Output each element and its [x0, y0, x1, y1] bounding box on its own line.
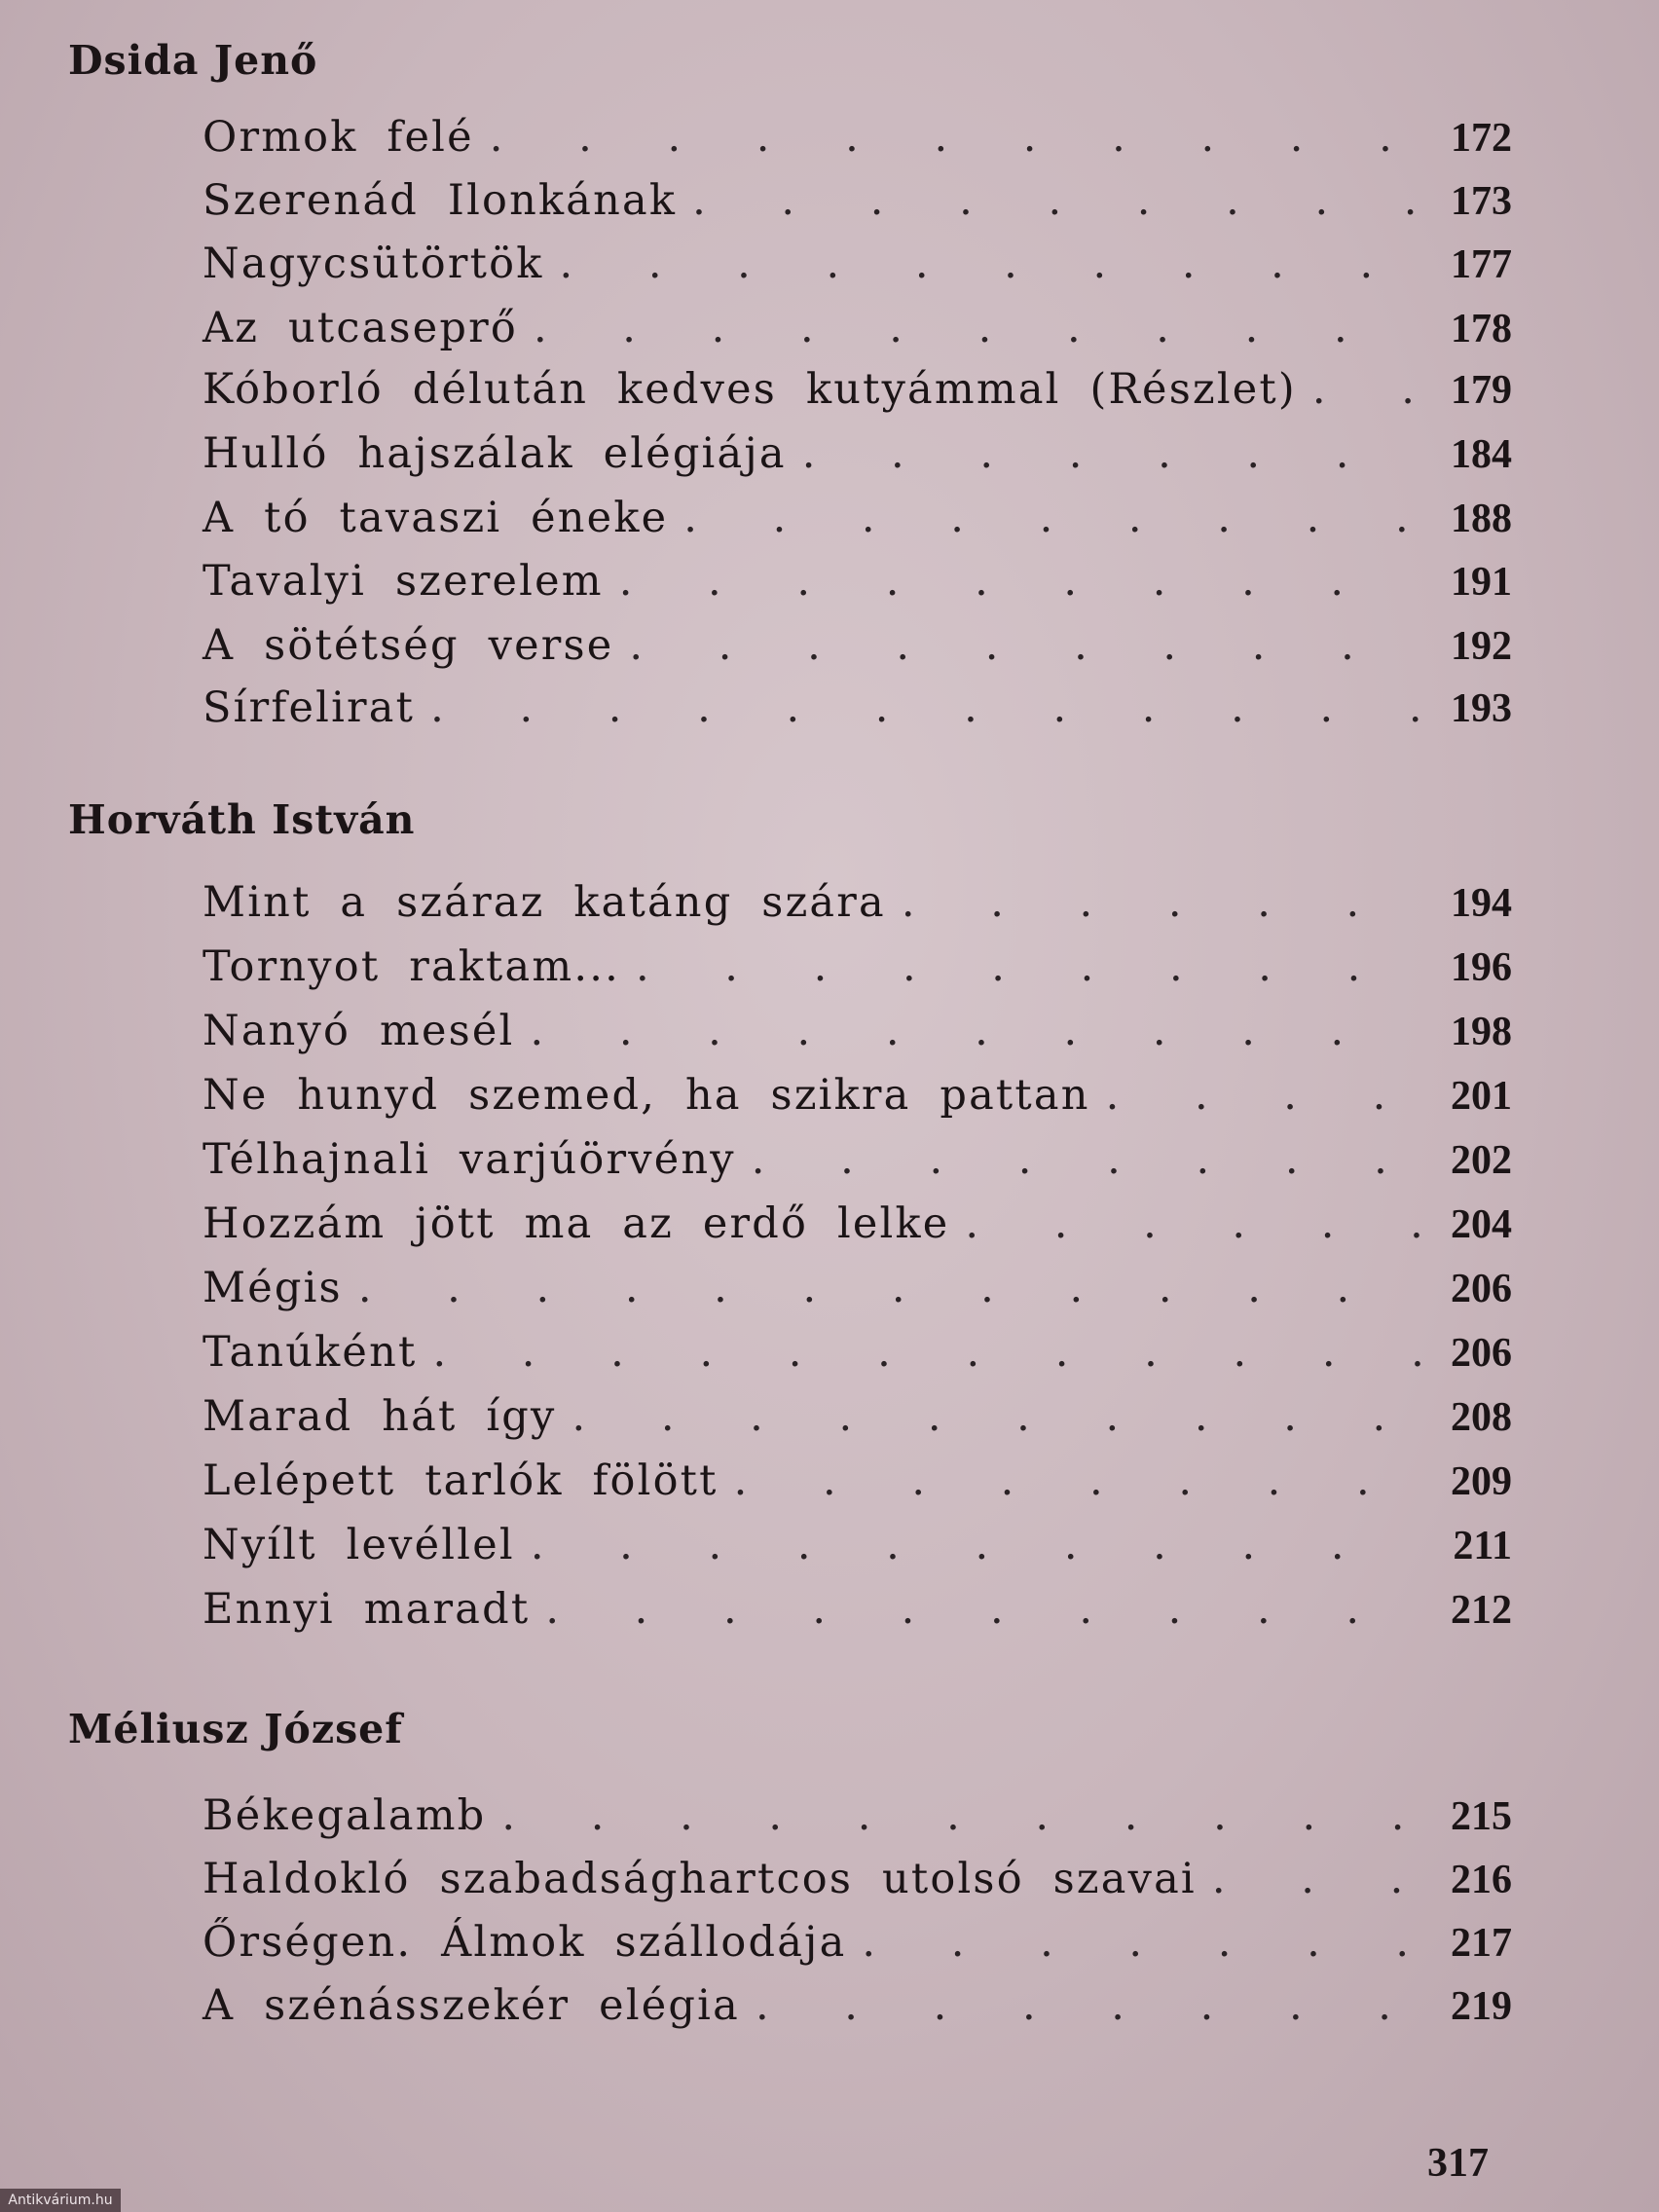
toc-entry [203, 1981, 1512, 2042]
entry-page-number: 212 [1451, 1588, 1512, 1633]
dot-leader [629, 621, 1420, 670]
toc-entry [203, 304, 1512, 364]
toc-entry [203, 1521, 1512, 1581]
entry-page-number: 194 [1451, 881, 1512, 926]
entry-title: Az utcaseprő [203, 304, 518, 352]
entry-title: Mégis [203, 1264, 343, 1312]
author-heading: Méliusz József [68, 1706, 403, 1752]
dot-leader [802, 429, 1420, 478]
dot-leader [683, 494, 1420, 542]
entry-title: Haldokló szabadsághartcos utolsó szavai [203, 1855, 1197, 1903]
toc-entry [203, 1007, 1512, 1067]
entry-page-number: 202 [1451, 1138, 1512, 1183]
entry-page-number: 173 [1451, 179, 1512, 224]
entry-page-number: 177 [1451, 242, 1512, 287]
toc-entry [203, 1456, 1512, 1517]
dot-leader [1212, 1855, 1420, 1903]
dot-leader [734, 1456, 1420, 1505]
entry-title: A szénásszekér elégia [203, 1981, 740, 2030]
toc-entry [203, 240, 1512, 300]
entry-page-number: 198 [1451, 1010, 1512, 1054]
entry-title: Lelépett tarlók fölött [203, 1456, 719, 1505]
dot-leader [572, 1392, 1421, 1441]
dot-leader [1106, 1071, 1420, 1120]
entry-page-number: 215 [1451, 1794, 1512, 1839]
entry-page-number: 208 [1451, 1395, 1512, 1440]
entry-title: Ormok felé [203, 113, 474, 162]
toc-entry [203, 1585, 1512, 1645]
toc-entry [203, 365, 1512, 425]
entry-page-number: 209 [1451, 1459, 1512, 1504]
dot-leader [501, 1791, 1420, 1840]
dot-leader [531, 1007, 1421, 1055]
entry-title: Ennyi maradt [203, 1585, 531, 1634]
page-number: 317 [1427, 2141, 1489, 2186]
toc-entry [203, 557, 1512, 617]
entry-page-number: 211 [1453, 1524, 1512, 1568]
toc-entry [203, 1855, 1512, 1915]
dot-leader [619, 557, 1420, 606]
dot-leader [358, 1264, 1420, 1312]
entry-page-number: 193 [1451, 686, 1512, 731]
entry-title: Sírfelirat [203, 683, 416, 732]
entry-title: Kóborló délután kedves kutyámmal (Részlet) [203, 365, 1297, 414]
dot-leader [490, 113, 1420, 162]
dot-leader [559, 240, 1420, 288]
toc-entry [203, 1199, 1512, 1260]
dot-leader [432, 1328, 1420, 1377]
toc-entry [203, 942, 1512, 1003]
entry-title: Marad hát így [203, 1392, 557, 1441]
entry-page-number: 217 [1451, 1921, 1512, 1966]
entry-page-number: 204 [1451, 1202, 1512, 1247]
dot-leader [430, 683, 1420, 732]
entry-title: Ne hunyd szemed, ha szikra pattan [203, 1071, 1090, 1120]
entry-title: Tornyot raktam... [203, 942, 620, 991]
dot-leader [752, 1135, 1420, 1184]
dot-leader [545, 1585, 1420, 1634]
dot-leader [534, 304, 1420, 352]
entry-page-number: 201 [1451, 1074, 1512, 1119]
toc-entry [203, 494, 1512, 554]
toc-entry [203, 1791, 1512, 1852]
toc-entry [203, 1918, 1512, 1978]
toc-entry [203, 1328, 1512, 1388]
watermark: Antikvárium.hu [0, 2189, 121, 2212]
toc-entry [203, 683, 1512, 744]
entry-page-number: 192 [1451, 624, 1512, 669]
dot-leader [862, 1918, 1420, 1967]
entry-page-number: 172 [1451, 116, 1512, 161]
entry-title: Mint a száraz katáng szára [203, 878, 886, 927]
dot-leader [531, 1521, 1420, 1569]
dot-leader [1312, 365, 1420, 414]
entry-page-number: 191 [1451, 560, 1512, 605]
dot-leader [902, 878, 1420, 927]
toc-entry [203, 429, 1512, 490]
entry-title: Szerenád Ilonkának [203, 176, 678, 225]
toc-entry [203, 1392, 1512, 1453]
dot-leader [756, 1981, 1420, 2030]
toc-entry [203, 113, 1512, 173]
entry-title: A tó tavaszi éneke [203, 494, 669, 542]
toc-entry [203, 621, 1512, 682]
entry-title: Télhajnali varjúörvény [203, 1135, 736, 1184]
toc-entry [203, 878, 1512, 939]
entry-page-number: 216 [1451, 1858, 1512, 1902]
author-heading: Dsida Jenő [68, 37, 318, 84]
dot-leader [965, 1199, 1420, 1248]
toc-entry [203, 1071, 1512, 1131]
toc-entry [203, 1264, 1512, 1324]
entry-title: Nagycsütörtök [203, 240, 544, 288]
entry-title: Hozzám jött ma az erdő lelke [203, 1199, 950, 1248]
toc-entry [203, 1135, 1512, 1196]
entry-page-number: 179 [1451, 368, 1512, 413]
entry-title: Tanúként [203, 1328, 418, 1377]
entry-title: Nyílt levéllel [203, 1521, 515, 1569]
entry-page-number: 184 [1451, 432, 1512, 477]
dot-leader [636, 942, 1420, 991]
toc-entry [203, 176, 1512, 237]
entry-page-number: 178 [1451, 307, 1512, 351]
entry-page-number: 196 [1451, 945, 1512, 990]
entry-title: Tavalyi szerelem [203, 557, 604, 606]
entry-title: Őrségen. Álmok szállodája [203, 1918, 847, 1967]
entry-page-number: 188 [1451, 497, 1512, 541]
entry-page-number: 219 [1451, 1984, 1512, 2029]
entry-title: Hulló hajszálak elégiája [203, 429, 787, 478]
entry-page-number: 206 [1451, 1267, 1512, 1311]
entry-title: Békegalamb [203, 1791, 487, 1840]
entry-title: Nanyó mesél [203, 1007, 515, 1055]
dot-leader [692, 176, 1420, 225]
entry-title: A sötétség verse [203, 621, 614, 670]
author-heading: Horváth István [68, 796, 416, 843]
entry-page-number: 206 [1451, 1331, 1512, 1376]
